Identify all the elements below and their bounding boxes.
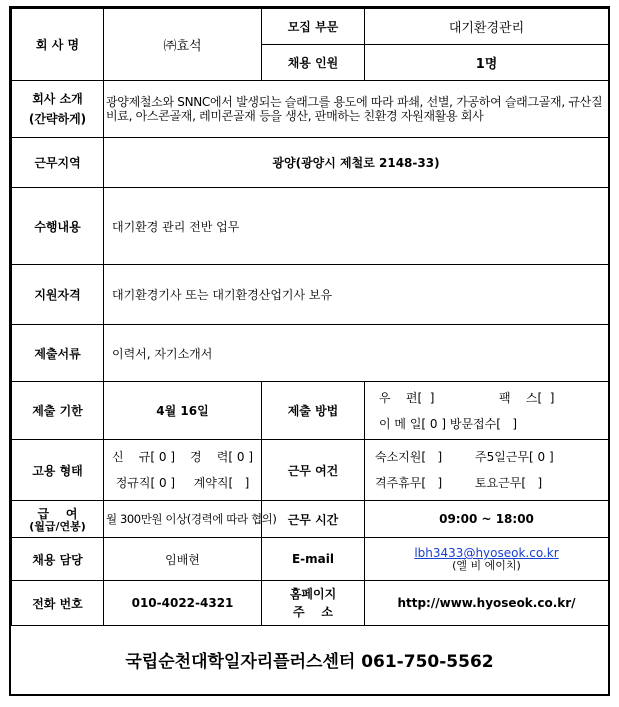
row-location bbox=[12, 138, 609, 188]
row-phone bbox=[12, 581, 609, 626]
method-fax: 팩 스[ ] bbox=[499, 390, 555, 405]
recruit-field-label: 모집 부문 bbox=[262, 9, 365, 45]
documents-label: 제출서류 bbox=[12, 325, 104, 382]
documents-value: 이력서, 자기소개서 bbox=[104, 325, 609, 382]
row-manager bbox=[12, 538, 609, 581]
duties-value: 대기환경 관리 전반 업무 bbox=[104, 188, 609, 265]
salary-label-line2: (월급/연봉) bbox=[29, 519, 86, 533]
conditions-row-1 bbox=[375, 444, 604, 470]
work-hours-label: 근무 시간 bbox=[262, 501, 365, 538]
headcount: 1명 bbox=[365, 45, 609, 81]
conditions-five-day: 주5일근무[ 0 ] bbox=[475, 450, 554, 464]
deadline-value: 4월 16일 bbox=[104, 382, 262, 440]
salary-value: 월 300만원 이상(경력에 따라 협의) bbox=[104, 501, 262, 538]
email-label: E-mail bbox=[262, 538, 365, 581]
employment-options bbox=[104, 440, 262, 501]
employment-row-2 bbox=[108, 470, 257, 496]
company-name-label: 회 사 명 bbox=[12, 9, 104, 81]
conditions-label: 근무 여건 bbox=[262, 440, 365, 501]
homepage-label bbox=[262, 581, 365, 626]
qualification-value: 대기환경기사 또는 대기환경산업기사 보유 bbox=[104, 265, 609, 325]
company-intro-label-line2: (간략하게) bbox=[28, 112, 87, 126]
manager-name: 임배현 bbox=[104, 538, 262, 581]
email-cell bbox=[365, 538, 609, 581]
row-intro bbox=[12, 81, 609, 138]
row-deadline bbox=[12, 382, 609, 440]
method-label: 제출 방법 bbox=[262, 382, 365, 440]
company-intro-label bbox=[12, 81, 104, 138]
company-intro: 광양제철소와 SNNC에서 발생되는 슬래그를 용도에 따라 파쇄, 선별, 가공하여 슬래그골재, 규산질비료, 아스콘골재, 레미콘골재 등을 생산, 판매하는 친환경 자원재활용 회사 bbox=[104, 81, 609, 138]
row-salary bbox=[12, 501, 609, 538]
job-posting-table bbox=[11, 8, 609, 626]
deadline-label: 제출 기한 bbox=[12, 382, 104, 440]
manager-label: 채용 담당 bbox=[12, 538, 104, 581]
salary-label-line1: 급 여 bbox=[37, 506, 78, 521]
employment-contract: 계약직[ ] bbox=[193, 476, 250, 490]
footer-center-contact: 국립순천대학일자리플러스센터 061-750-5562 bbox=[125, 652, 494, 672]
employment-career: 경 력[ 0 ] bbox=[189, 450, 254, 464]
method-options bbox=[365, 382, 609, 440]
phone-label: 전화 번호 bbox=[12, 581, 104, 626]
conditions-saturday: 토요근무[ ] bbox=[475, 476, 543, 490]
employment-label: 고용 형태 bbox=[12, 440, 104, 501]
qualification-label: 지원자격 bbox=[12, 265, 104, 325]
headcount-label: 채용 인원 bbox=[262, 45, 365, 81]
homepage-label-line1: 홈페이지 bbox=[289, 587, 337, 601]
location-label: 근무지역 bbox=[12, 138, 104, 188]
homepage-label-line2: 주 소 bbox=[293, 605, 333, 619]
work-hours-value: 09:00 ~ 18:00 bbox=[365, 501, 609, 538]
salary-label bbox=[12, 501, 104, 538]
method-post: 우 편[ ] bbox=[379, 390, 435, 405]
company-name: ㈜효석 bbox=[104, 9, 262, 81]
phone-value: 010-4022-4321 bbox=[104, 581, 262, 626]
company-intro-label-line1: 회사 소개 bbox=[32, 92, 83, 106]
row-duties bbox=[12, 188, 609, 265]
conditions-options bbox=[365, 440, 609, 501]
email-link[interactable]: lbh3433@hyoseok.co.kr bbox=[414, 546, 559, 560]
email-note: (엘 비 에이치) bbox=[452, 559, 521, 572]
row-qualification bbox=[12, 265, 609, 325]
location-value: 광양(광양시 제철로 2148-33) bbox=[104, 138, 609, 188]
duties-label: 수행내용 bbox=[12, 188, 104, 265]
row-documents bbox=[12, 325, 609, 382]
employment-new: 신 규[ 0 ] bbox=[111, 450, 176, 464]
row-employment bbox=[12, 440, 609, 501]
method-row-2 bbox=[379, 411, 604, 437]
recruit-field: 대기환경관리 bbox=[365, 9, 609, 45]
row-company-field bbox=[12, 9, 609, 45]
method-email: 이 메 일[ 0 ] bbox=[379, 416, 447, 431]
conditions-dorm: 숙소지원[ ] bbox=[375, 450, 443, 464]
conditions-row-2 bbox=[375, 470, 604, 496]
employment-permanent: 정규직[ 0 ] bbox=[115, 476, 176, 490]
homepage-value[interactable]: http://www.hyoseok.co.kr/ bbox=[365, 581, 609, 626]
method-row-1 bbox=[379, 385, 604, 411]
employment-row-1 bbox=[108, 444, 257, 470]
method-visit: 방문접수[ ] bbox=[449, 416, 518, 431]
conditions-alt-week: 격주휴무[ ] bbox=[375, 476, 443, 490]
job-posting-form bbox=[9, 6, 610, 696]
